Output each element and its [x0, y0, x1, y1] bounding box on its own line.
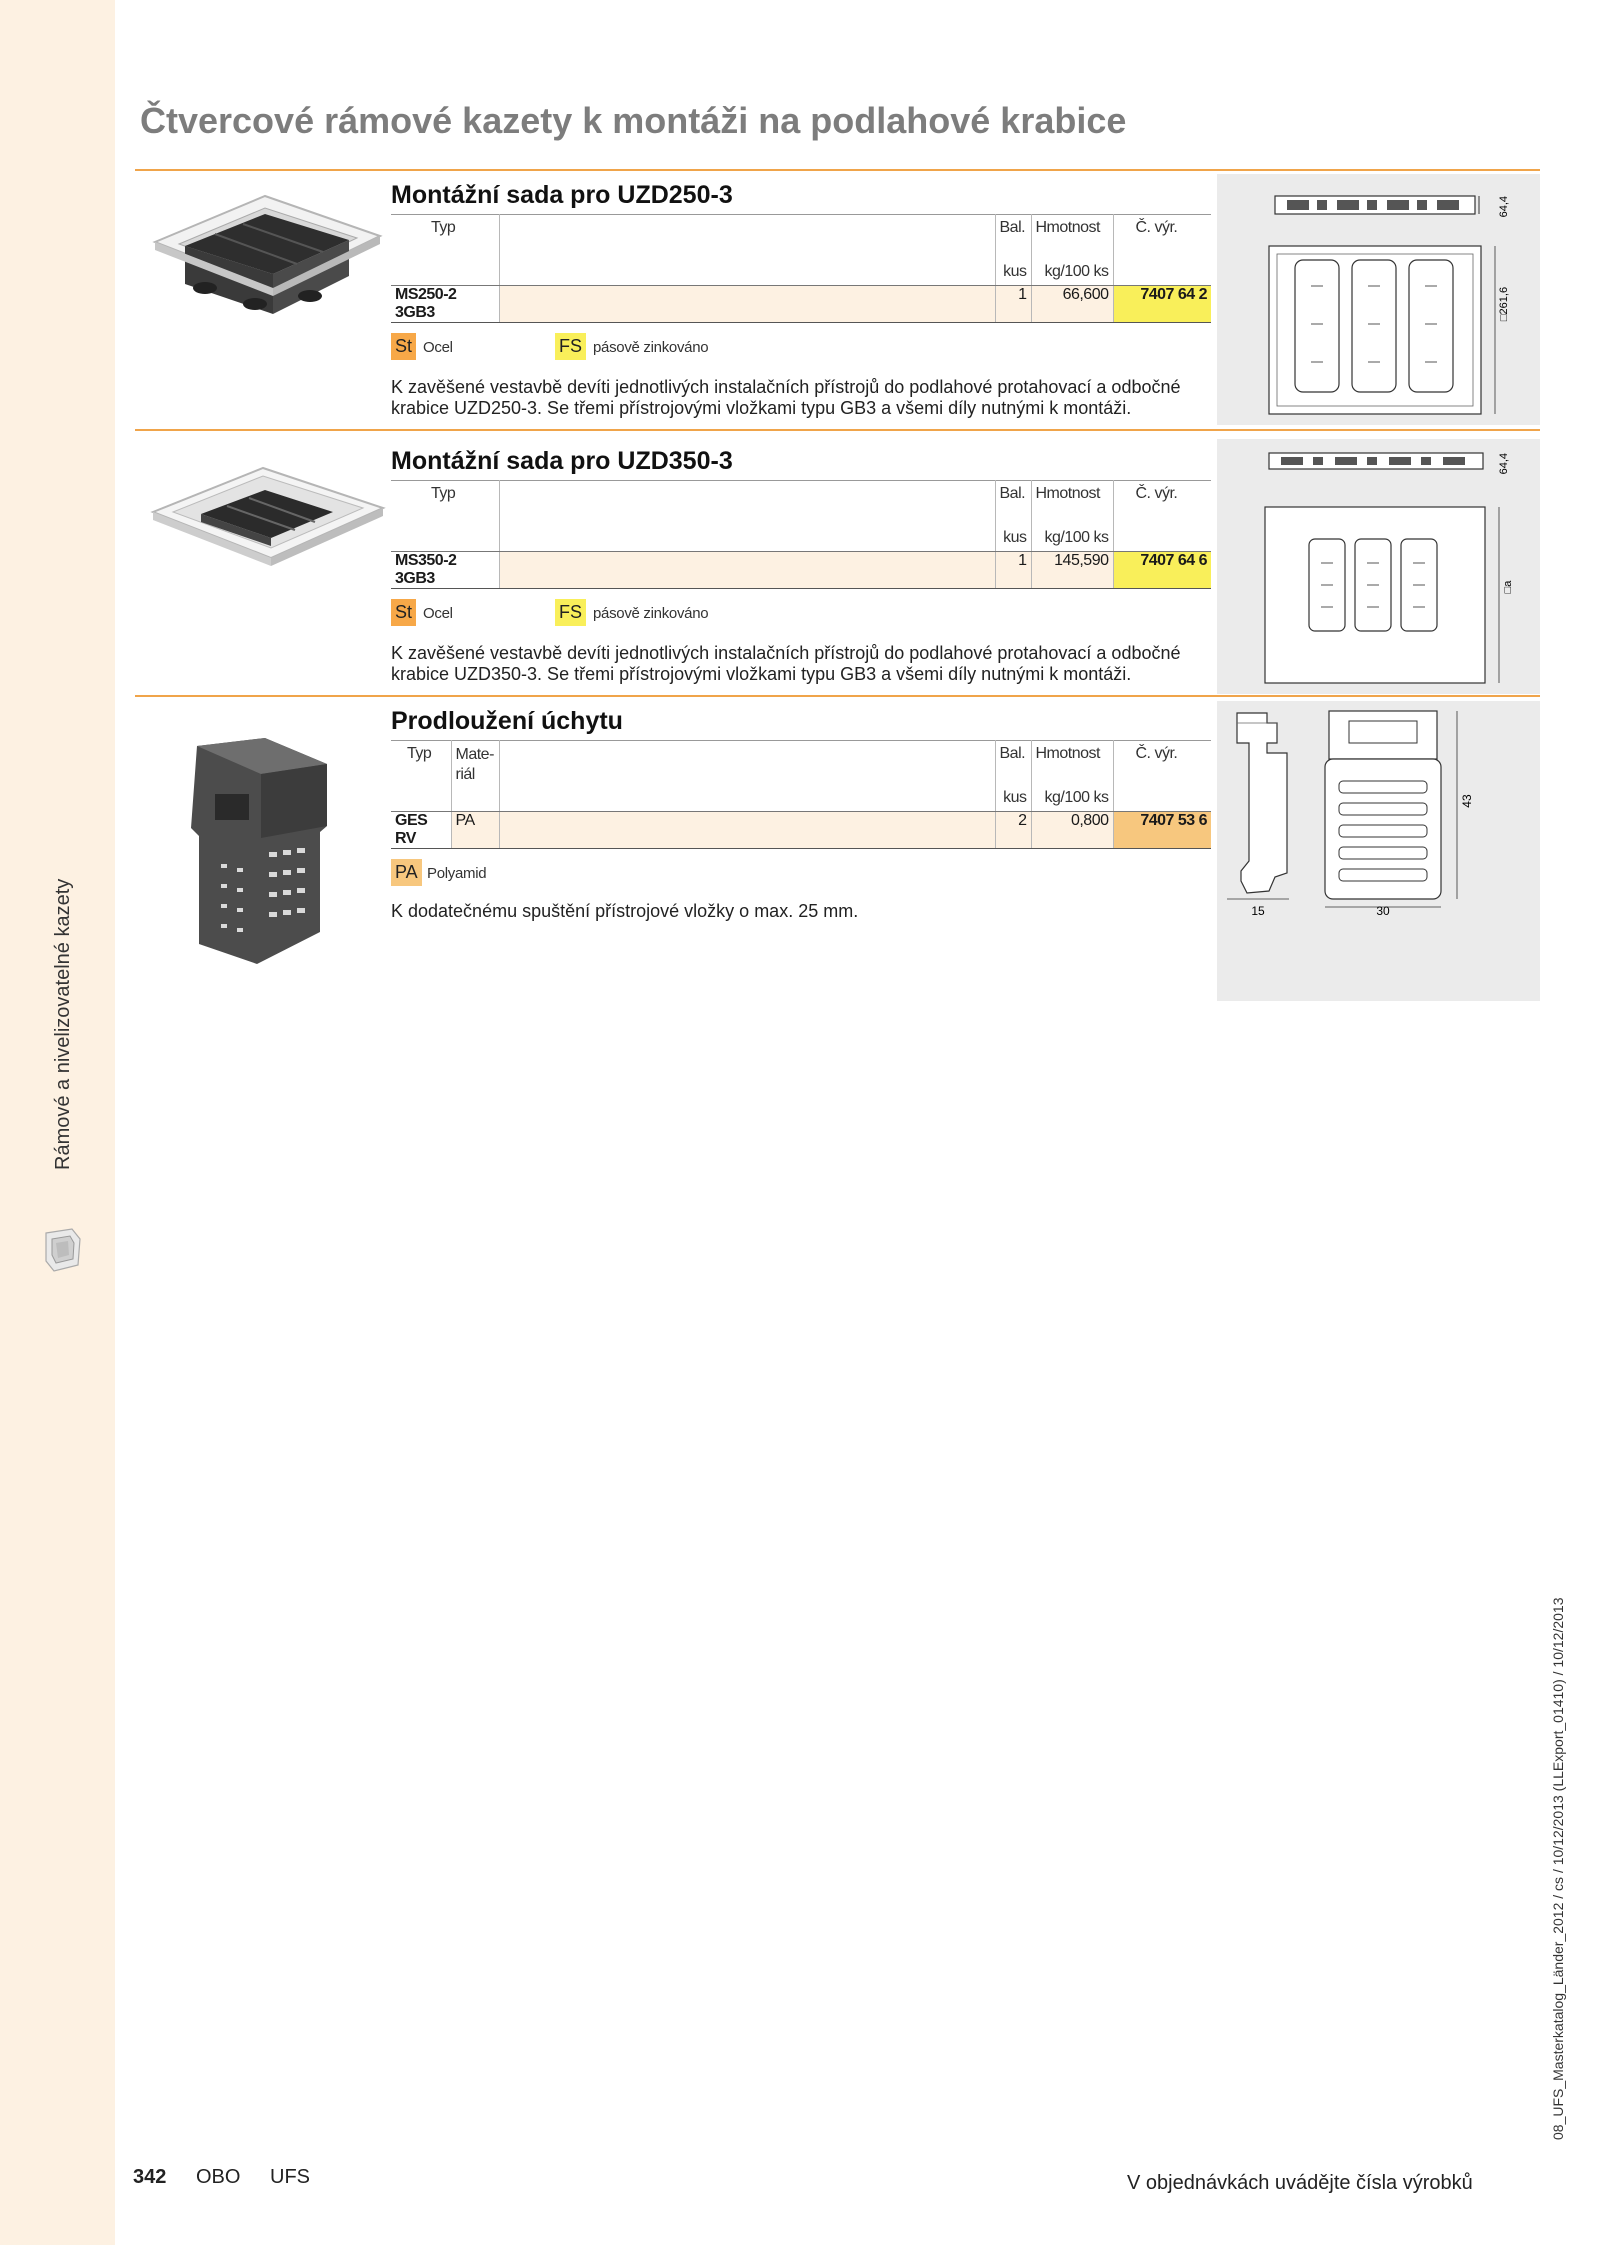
dim-height-label: 43	[1460, 794, 1474, 808]
product-type: MS350-2 3GB3	[391, 551, 499, 588]
dim-height-label: 64,4	[1498, 196, 1510, 218]
section-title: Montážní sada pro UZD250-3	[391, 181, 733, 209]
weight-value: 0,800	[1031, 811, 1113, 848]
article-number: 7407 64 2	[1113, 285, 1211, 322]
section-divider	[135, 429, 1540, 431]
product-section-ms250	[135, 172, 1540, 427]
grip-extension-photo	[145, 734, 390, 966]
product-section-ges-rv	[135, 698, 1540, 1008]
material-badge-pa: PA	[391, 859, 422, 886]
mounting-set-uzd250-photo	[145, 184, 390, 334]
col-header-code: Č. výr.	[1135, 219, 1178, 236]
product-type: MS250-2 3GB3	[391, 285, 499, 322]
side-category-label: Rámové a nivelizovatelné kazety	[52, 878, 74, 1170]
drawing-svg	[1217, 174, 1540, 425]
technical-drawing-ms350	[1217, 439, 1540, 694]
unit-weight: kg/100 ks	[1031, 263, 1113, 285]
col-header-typ: Typ	[391, 481, 499, 530]
technical-drawing-ges-rv	[1217, 701, 1540, 1001]
dim-height-label: 64,4	[1498, 453, 1510, 475]
section-divider	[135, 695, 1540, 697]
table-row	[391, 285, 1211, 322]
dim-side-label: □a	[1502, 580, 1514, 594]
material-text: pásově zinkováno	[593, 338, 709, 356]
table-row	[391, 551, 1211, 588]
col-header-code: Č. výr.	[1135, 485, 1178, 502]
drawing-svg	[1217, 439, 1540, 694]
article-number: 7407 53 6	[1113, 811, 1211, 848]
material-text: Ocel	[423, 338, 453, 356]
mounting-set-uzd350-photo	[145, 462, 390, 582]
spec-table	[391, 214, 1211, 323]
dim-width-right-label: 30	[1376, 904, 1390, 918]
material-badge-fs: FS	[555, 599, 586, 626]
table-row	[391, 811, 1211, 848]
unit-weight: kg/100 ks	[1031, 529, 1113, 551]
col-header-weight: Hmotnost	[1031, 215, 1113, 264]
drawing-svg	[1217, 701, 1540, 1001]
frame-cassette-icon	[40, 1225, 86, 1275]
product-material: PA	[451, 811, 499, 848]
col-header-typ: Typ	[391, 215, 499, 264]
col-header-bal: Bal.	[995, 741, 1031, 790]
pack-qty: 1	[995, 285, 1031, 322]
article-number: 7407 64 6	[1113, 551, 1211, 588]
col-header-bal: Bal.	[995, 215, 1031, 264]
material-badge-st: St	[391, 333, 416, 360]
technical-drawing-ms250	[1217, 174, 1540, 425]
col-header-bal: Bal.	[995, 481, 1031, 530]
col-header-code: Č. výr.	[1135, 745, 1178, 762]
col-header-typ: Typ	[391, 741, 451, 790]
page-number: 342	[133, 2166, 167, 2188]
pack-qty: 2	[995, 811, 1031, 848]
unit-bal: kus	[995, 263, 1031, 285]
unit-weight: kg/100 ks	[1031, 789, 1113, 811]
product-section-ms350	[135, 432, 1540, 694]
product-description: K zavěšené vestavbě devíti jednotlivých instalačních přístrojů do podlahové protahovací a odbočné krabice UZD250-3. Se třemi přístrojovými vložkami typu GB3 a všemi díly nutnými k montáži.	[391, 376, 1181, 418]
material-row	[391, 859, 1351, 893]
section-divider	[135, 169, 1540, 171]
section-title: Prodloužení úchytu	[391, 707, 623, 735]
material-text: Ocel	[423, 604, 453, 622]
material-row	[391, 599, 1351, 633]
footer-catalog: UFS	[270, 2166, 310, 2188]
document-reference: 08_UFS_Masterkatalog_Länder_2012 / cs / 10/12/2013 (LLExport_01410) / 10/12/2013	[1550, 1597, 1566, 2140]
weight-value: 66,600	[1031, 285, 1113, 322]
col-header-weight: Hmotnost	[1031, 481, 1113, 530]
footer-note: V objednávkách uvádějte čísla výrobků	[1127, 2172, 1473, 2194]
product-type: GES RV	[391, 811, 451, 848]
col-header-material: Mate-riál	[451, 741, 499, 790]
material-row	[391, 333, 1351, 367]
unit-bal: kus	[995, 529, 1031, 551]
page-title: Čtvercové rámové kazety k montáži na podlahové krabice	[140, 100, 1127, 141]
section-title: Montážní sada pro UZD350-3	[391, 447, 733, 475]
dim-side-label: □261,6	[1498, 286, 1510, 322]
material-badge-st: St	[391, 599, 416, 626]
weight-value: 145,590	[1031, 551, 1113, 588]
material-text: pásově zinkováno	[593, 604, 709, 622]
pack-qty: 1	[995, 551, 1031, 588]
spec-table	[391, 480, 1211, 589]
material-badge-fs: FS	[555, 333, 586, 360]
col-header-weight: Hmotnost	[1031, 741, 1113, 790]
product-description: K dodatečnému spuštění přístrojové vložky o max. 25 mm.	[391, 900, 859, 921]
spec-table	[391, 740, 1211, 849]
footer-brand: OBO	[196, 2166, 241, 2188]
unit-bal: kus	[995, 789, 1031, 811]
dim-width-left-label: 15	[1251, 904, 1265, 918]
material-text: Polyamid	[427, 864, 487, 882]
product-description: K zavěšené vestavbě devíti jednotlivých instalačních přístrojů do podlahové protahovací a odbočné krabice UZD350-3. Se třemi přístrojovými vložkami typu GB3 a všemi díly nutnými k montáži.	[391, 642, 1181, 684]
